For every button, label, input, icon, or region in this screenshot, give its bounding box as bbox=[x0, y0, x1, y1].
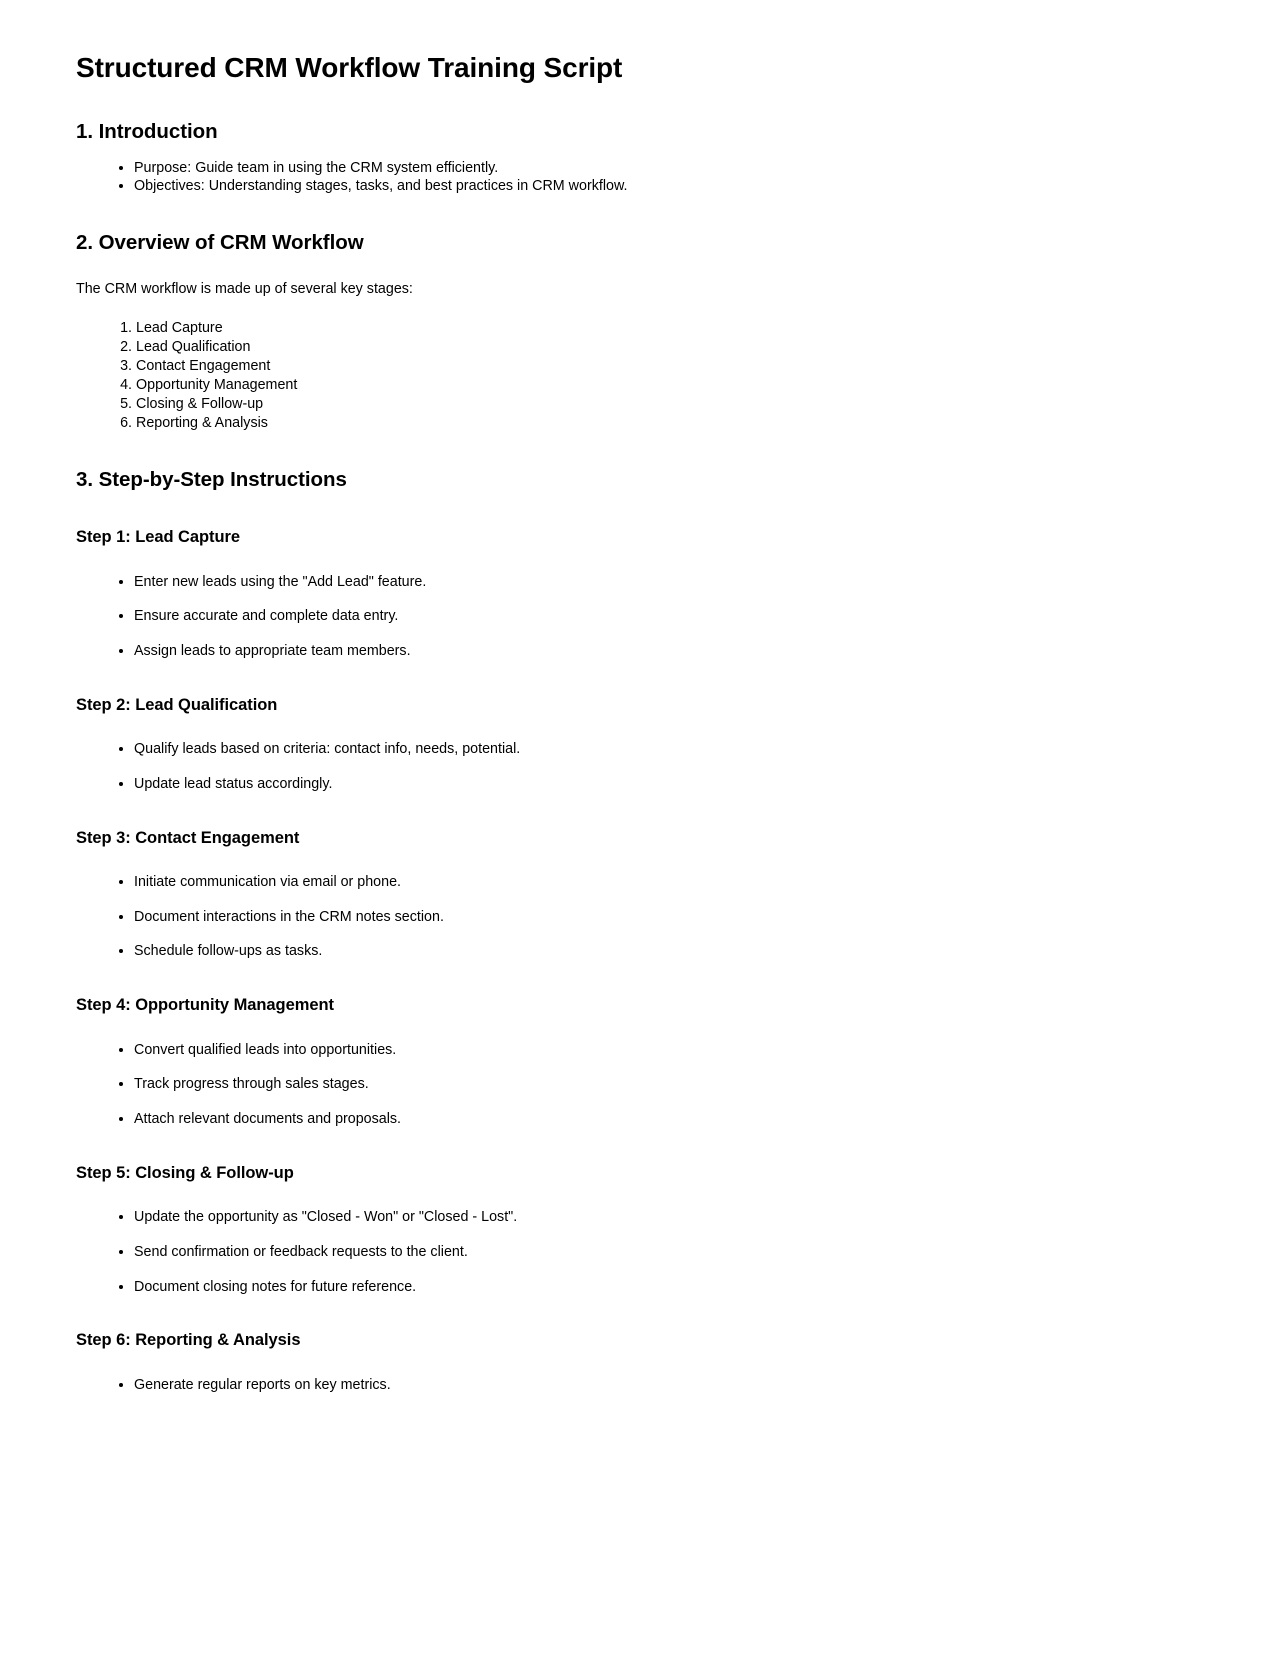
list-item: • Send confirmation or feedback requests to the client. bbox=[134, 1227, 1187, 1262]
list-item: • Track progress through sales stages. bbox=[134, 1059, 1187, 1094]
list-item: • Enter new leads using the "Add Lead" feature. bbox=[134, 557, 1187, 592]
section-heading-introduction: 1. Introduction bbox=[76, 120, 218, 144]
step-heading-1: Step 1: Lead Capture bbox=[76, 528, 241, 547]
list-item: 2. Lead Qualification bbox=[136, 338, 1187, 357]
list-item: 4. Opportunity Management bbox=[136, 376, 1187, 395]
step-heading-4: Step 4: Opportunity Management bbox=[76, 996, 334, 1015]
list-item: • Document closing notes for future reference. bbox=[134, 1262, 1187, 1297]
step-3-bullet-list bbox=[76, 848, 1187, 961]
section-heading-overview: 2. Overview of CRM Workflow bbox=[76, 231, 364, 255]
list-item: • Update the opportunity as "Closed - Won" or "Closed - Lost". bbox=[134, 1192, 1187, 1227]
list-item: 3. Contact Engagement bbox=[136, 357, 1187, 376]
list-item: • Update lead status accordingly. bbox=[134, 759, 1187, 794]
list-item: • Purpose: Guide team in using the CRM system efficiently. bbox=[134, 159, 1187, 177]
step-6-bullet-list bbox=[76, 1351, 1187, 1395]
introduction-bullet-list bbox=[76, 145, 1187, 196]
step-heading-3: Step 3: Contact Engagement bbox=[76, 828, 300, 847]
list-item: • Qualify leads based on criteria: contact info, needs, potential. bbox=[134, 724, 1187, 759]
list-item: • Convert qualified leads into opportunities. bbox=[134, 1025, 1187, 1060]
step-heading-5: Step 5: Closing & Follow-up bbox=[76, 1163, 294, 1182]
step-2-bullet-list bbox=[76, 715, 1187, 793]
overview-intro-paragraph: The CRM workflow is made up of several key stages: bbox=[76, 280, 413, 297]
list-item: • Initiate communication via email or phone. bbox=[134, 857, 1187, 892]
list-item: • Ensure accurate and complete data entry. bbox=[134, 591, 1187, 626]
list-item: • Generate regular reports on key metrics. bbox=[134, 1360, 1187, 1395]
list-item: • Objectives: Understanding stages, tasks, and best practices in CRM workflow. bbox=[134, 177, 1187, 195]
step-5-bullet-list bbox=[76, 1183, 1187, 1296]
step-heading-2: Step 2: Lead Qualification bbox=[76, 695, 278, 714]
step-1-bullet-list bbox=[76, 548, 1187, 661]
list-item: 1. Lead Capture bbox=[136, 319, 1187, 338]
list-item: 5. Closing & Follow-up bbox=[136, 395, 1187, 414]
list-item: • Document interactions in the CRM notes section. bbox=[134, 892, 1187, 927]
workflow-stages-list bbox=[76, 299, 1187, 432]
list-item: • Schedule follow-ups as tasks. bbox=[134, 926, 1187, 961]
document-title: Structured CRM Workflow Training Script bbox=[76, 52, 623, 83]
step-heading-6: Step 6: Reporting & Analysis bbox=[76, 1331, 301, 1350]
step-4-bullet-list bbox=[76, 1016, 1187, 1129]
list-item: • Attach relevant documents and proposals. bbox=[134, 1094, 1187, 1129]
list-item: • Assign leads to appropriate team members. bbox=[134, 626, 1187, 661]
list-item: 6. Reporting & Analysis bbox=[136, 414, 1187, 433]
section-heading-step-by-step-instructions: 3. Step-by-Step Instructions bbox=[76, 468, 347, 492]
